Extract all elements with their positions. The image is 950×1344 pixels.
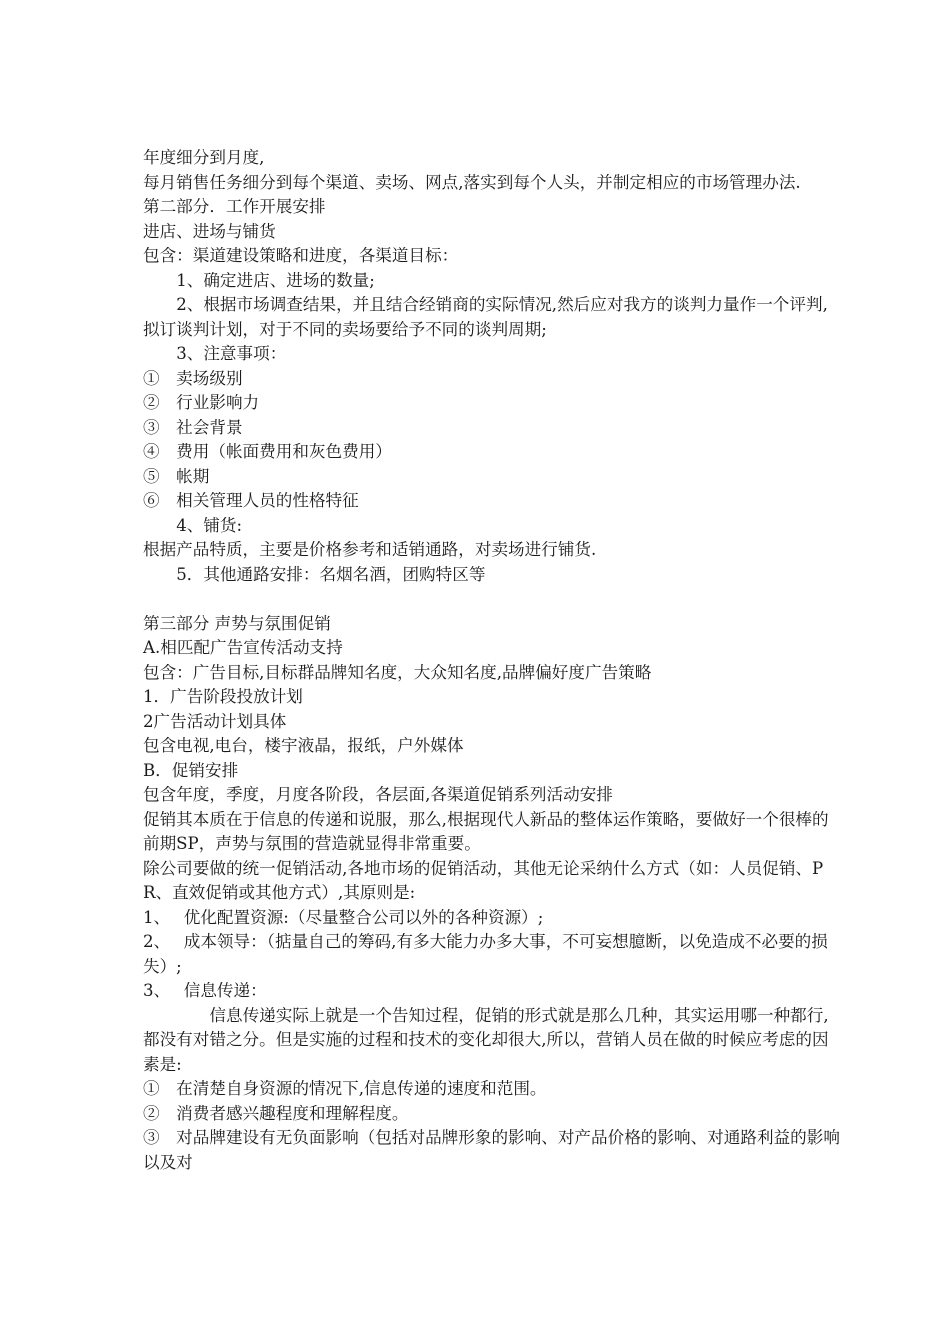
paragraph: 5．其他通路安排：名烟名酒，团购特区等 (176, 564, 486, 584)
paragraph: 2广告活动计划具体 (143, 711, 287, 731)
paragraph: ⑤ 帐期 (143, 466, 210, 486)
paragraph: ① 在清楚自身资源的情况下,信息传递的速度和范围。 (143, 1079, 547, 1098)
paragraph: ③ 对品牌建设有无负面影响（包括对品牌形象的影响、对产品价格的影响、对通路利益的影响以及对 (143, 1128, 840, 1172)
paragraph: 包含年度，季度，月度各阶段，各层面,各渠道促销系列活动安排 (143, 785, 613, 804)
paragraph: 4、铺货: (176, 515, 243, 535)
paragraph: 除公司要做的统一促销活动,各地市场的促销活动，其他无论采纳什么方式（如：人员促销、PR、直效促销或其他方式）,其原则是: (143, 858, 824, 902)
paragraph: ④ 费用（帐面费用和灰色费用） (143, 442, 392, 461)
paragraph: 包含电视,电台，楼宇液晶，报纸，户外媒体 (143, 736, 464, 755)
paragraph: 2、 成本领导：（掂量自己的筹码,有多大能力办多大事，不可妄想臆断，以免造成不必要的损失）; (143, 932, 828, 976)
paragraph: 1．广告阶段投放计划 (143, 687, 303, 706)
paragraph: 第三部分 声势与氛围促销 (143, 613, 331, 633)
paragraph: 2、根据市场调查结果，并且结合经销商的实际情况,然后应对我方的谈判力量作一个评判,拟订谈判计划，对于不同的卖场要给予不同的谈判周期; (143, 295, 828, 339)
paragraph: ① 卖场级别 (143, 368, 243, 388)
paragraph: ⑥ 相关管理人员的性格特征 (143, 491, 359, 510)
paragraph: ② 行业影响力 (143, 393, 260, 412)
paragraph: 包含：广告目标,目标群品牌知名度，大众知名度,品牌偏好度广告策略 (143, 662, 652, 682)
paragraph: 3、 信息传递： (143, 981, 267, 1000)
document-body (143, 146, 843, 1175)
paragraph: 1、确定进店、进场的数量; (176, 270, 375, 290)
paragraph: A.相匹配广告宣传活动支持 (143, 638, 343, 657)
paragraph: 根据产品特质，主要是价格参考和适销通路，对卖场进行铺货. (143, 540, 597, 559)
paragraph: 年度细分到月度, (143, 148, 265, 167)
paragraph: 1、 优化配置资源:（尽量整合公司以外的各种资源）; (143, 907, 544, 927)
paragraph: 包含：渠道建设策略和进度，各渠道目标： (143, 246, 459, 265)
paragraph: 每月销售任务细分到每个渠道、卖场、网点,落实到每个人头，并制定相应的市场管理办法. (143, 172, 801, 192)
paragraph: ② 消费者感兴趣程度和理解程度。 (143, 1103, 409, 1123)
paragraph: B．促销安排 (143, 760, 239, 780)
paragraph: ③ 社会背景 (143, 417, 243, 437)
paragraph: 信息传递实际上就是一个告知过程，促销的形式就是那么几种，其实运用哪一种都行,都没有对错之分。但是实施的过程和技术的变化却很大,所以，营销人员在做的时候应考虑的因素是: (143, 1005, 829, 1074)
paragraph: 进店、进场与铺货 (143, 221, 276, 241)
paragraph: 3、注意事项： (176, 344, 287, 363)
paragraph: 促销其本质在于信息的传递和说服，那么,根据现代人新品的整体运作策略，要做好一个很棒的前期SP，声势与氛围的营造就显得非常重要。 (143, 809, 829, 853)
blank-line (143, 587, 843, 612)
paragraph: 第二部分．工作开展安排 (143, 197, 326, 216)
